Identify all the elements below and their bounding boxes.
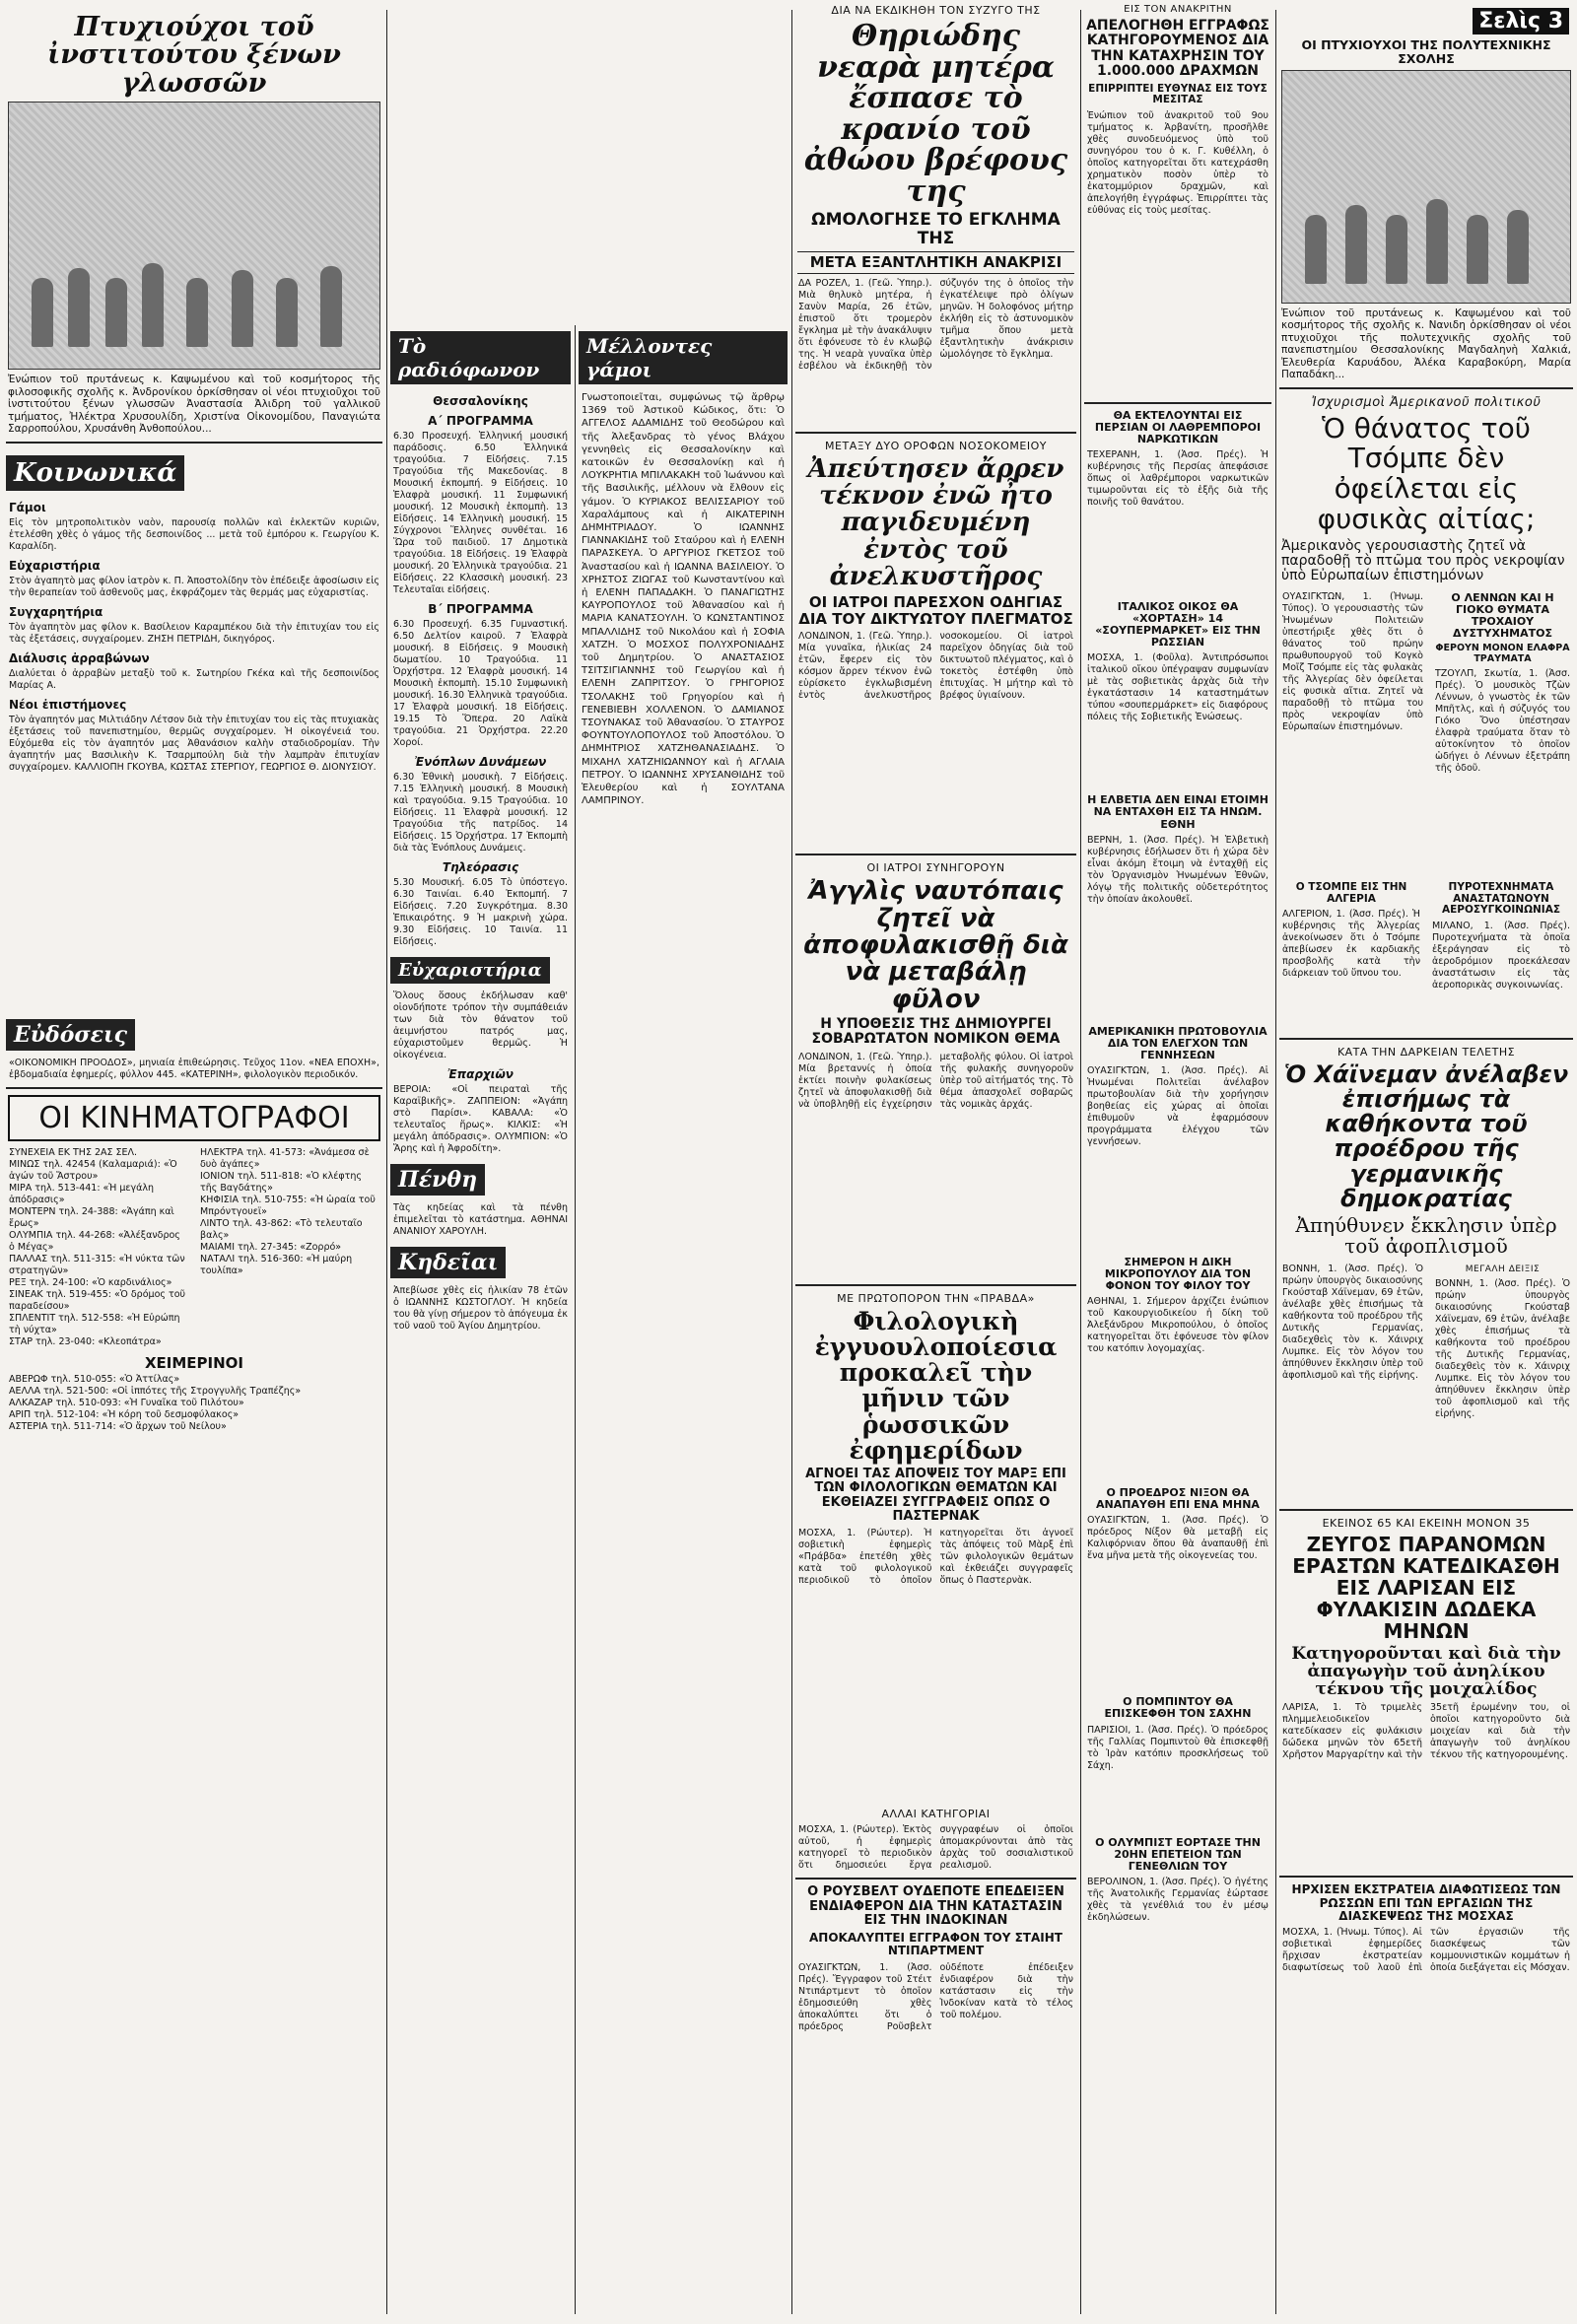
cinema-entry: ΟΛΥΜΠΙΑ τηλ. 44-268: «Ἀλέξανδρος ὁ Μέγας» xyxy=(9,1229,180,1253)
kicker-lennon: Ο ΛΕΝΝΩΝ ΚΑΙ Η ΓΙΟΚΟ ΘΥΜΑΤΑ ΤΡΟΧΑΙΟΥ ΔΥΣΤΥΧΗΜΑΤΟΣ xyxy=(1451,590,1554,641)
body-roosevelt: ΟΥΑΣΙΓΚΤΩΝ, 1. (Ἀσσ. Πρές). Ἔγγραφον τοῦ Στέιτ Ντιπάρτμεντ τὸ ὁποῖον ἐδημοσιεύθη χθὲς ἀποκαλύπτει ὅτι ὁ πρόεδρος Ροῦσβελτ οὐδέποτε ἐπέδειξεν ἐνδιαφέρον διὰ τὴν κατάστασιν εἰς τὴν Ἰνδοκίναν κατὰ τὸ τέλος τοῦ πολέμου. xyxy=(798,1961,1073,2032)
enoplon-title: Ἐνόπλων Δυνάμεων xyxy=(414,755,547,769)
kicker-ulbricht: Ο ΟΛΥΜΠΙΣΤ ΕΟΡΤΑΣΕ ΤΗΝ 20ΗΝ ΕΠΕΤΕΙΟΝ ΤΩΝ ΓΕΝΕΘΛΙΩΝ ΤΟΥ xyxy=(1095,1835,1261,1873)
body-persia: ΤΕΧΕΡΑΝΗ, 1. (Ἀσσ. Πρές). Ἡ κυβέρνησις τῆς Περσίας ἀπεφάσισε ὅπως οἱ λαθρέμποροι ναρκωτικῶν τιμωροῦνται εἰς τὸ ἑξῆς διὰ τῆς ποινῆς τοῦ θανάτου. xyxy=(1087,448,1268,508)
body-sailor: ΛΟΝΔΙΝΟΝ, 1. (Γεῶ. Ὑπηρ.). Μία βρεταννίς ἡ ὁποία ἐκτίει ποινὴν φυλακίσεως ζητεῖ νὰ ἀποφυλακισθῇ διὰ νὰ ὑποβληθῇ εἰς ἐγχείρησιν μεταβολῆς φύλου. Οἱ ἰατροὶ τῆς φυλακῆς συνηγοροῦν ὑπὲρ τοῦ αἰτήματός της. Τὸ θέμα ἀπασχολεῖ σοβαρῶς τὰς νομικὰς ἀρχάς. xyxy=(798,1051,1073,1110)
headline-heinemann: Ὁ Χάϊνεμαν ἀνέλαβεν ἐπισήμως τὰ καθήκοντα τοῦ προέδρου τῆς γερμανικῆς δημοκρατίας xyxy=(1283,1059,1569,1212)
cinema-entry: ΣΙΝΕΑΚ τηλ. 519-455: «Ὁ δρόμος τοῦ παραδείσου» xyxy=(9,1288,186,1312)
sub-mother-2: ΜΕΤΑ ΕΞΑΝΤΛΗΤΙΚΗ ΑΝΑΚΡΙΣΙ xyxy=(797,251,1074,274)
cinema-entry: ΙΟΝΙΟΝ τηλ. 511-818: «Ὁ κλέφτης τῆς Βαγδάτης» xyxy=(200,1170,362,1194)
kicker-heinemann: ΚΑΤΑ ΤΗΝ ΔΑΡΚΕΙΑΝ ΤΕΛΕΤΗΣ xyxy=(1337,1045,1516,1059)
body-fireworks: ΜΙΛΑΝΟ, 1. (Ἀσσ. Πρές). Πυροτεχνήματα τὰ ὁποῖα ἐξεράγησαν εἰς τὸ ἀεροδρόμιον προεκάλεσαν ἀναστάτωσιν εἰς τὰς ἀεροπορικὰς συγκοινωνίας. xyxy=(1432,920,1570,991)
enoplon-text: 6.30 Ἐθνικὴ μουσικὴ. 7 Εἰδήσεις. 7.15 Ἑλληνικὴ μουσική. 8 Μουσικὴ καὶ τραγούδια. 9.15 Τραγούδια. 10 Εἰδήσεις. 11 Ἐλαφρὰ μουσική. 12 Τραγούδια τῆς πατρίδος. 14 Εἰδήσεις. 15 Ὀρχήστρα. 17 Ἐκπομπὴ διὰ τὰς Ἐνόπλους Δυνάμεις. xyxy=(393,772,568,854)
programme-b-text: 6.30 Προσευχή. 6.35 Γυμναστική. 6.50 Δελτίον καιροῦ. 7 Ἐλαφρὰ μουσική. 8 Εἰδήσεις. 9 Μουσικὴ δωματίου. 10 Τραγούδια. 11 Ὀρχήστρα. 12 Ἐλαφρὰ μουσική. 14 Μουσικὴ ἐκπομπὴ. 15.10 Συμφωνικὴ μουσική. 16.30 Ἑλληνικὰ τραγούδια. 17 Ἐλαφρὰ μουσική. 18 Εἰδήσεις. 19.15 Τὸ Ὅπερα. 20 Λαϊκὰ τραγούδια. 21 Ὀρχήστρα. 22.20 Χοροί. xyxy=(393,619,568,748)
efxaristiria2-text: Ὅλους ὅσους ἐκδήλωσαν καθ' οἱονδήποτε τρόπον τὴν συμπάθειάν των διὰ τὸν θάνατον τοῦ ἀειμνήστου πατρός μας, εὐχαριστοῦμεν θερμῶς. Ἡ οἰκογένεια. xyxy=(393,991,568,1060)
cinema-list-left xyxy=(6,1147,191,1348)
headline-elevator: Ἀπεύτησεν ἄρρεν τέκνον ἐνῶ ἦτο παγιδευμένη ἐντὸς τοῦ ἀνελκυστῆρος xyxy=(807,453,1064,592)
kicker-nixon: Ο ΠΡΟΕΔΡΟΣ ΝΙΞΟΝ ΘΑ ΑΝΑΠΑΥΘΗ ΕΠΙ ΕΝΑ ΜΗΝΑ xyxy=(1096,1486,1260,1512)
penthi-text: Τὰς κηδείας καὶ τὰ πένθη ἐπιμελεῖται τὸ κατάστημα. ΑΘΗΝΑΙ ΑΝΑΝΙΟΥ ΧΑΡΟΥΛΗ. xyxy=(393,1202,568,1237)
sub-lovers: Κατηγοροῦνται καὶ διὰ τὴν ἀπαγωγὴν τοῦ ἀνηλίκου τέκνου τῆς μοιχαλίδος xyxy=(1291,1643,1561,1699)
body-embezzlement: Ἐνώπιον τοῦ ἀνακριτοῦ τοῦ 9ου τμήματος κ. Ἀρβανίτη, προσῆλθε χθὲς συνοδευόμενος ὑπὸ τοῦ συνηγόρου του ὁ κ. Γ. Κυθέλλη, ὁ ὁποῖος κατηγορεῖται ὅτι κατεχράσθη χρηματικὸν ποσὸν ὑπὲρ τὸ ἑκατομμύριον δραχμῶν, καὶ ἀπελογήθη ἐγγράφως. Ἐπιρρίπτει τὰς εὐθύνας εἰς τοὺς μεσίτας. xyxy=(1087,109,1268,216)
cinema-entry-winter: ΑΒΕΡΩΦ τηλ. 510-055: «Ὁ Ἀττίλας» xyxy=(9,1373,180,1385)
cinema-entry: ΗΛΕΚΤΡΑ τηλ. 41-573: «Ἀνάμεσα σὲ δυὸ ἀγάπες» xyxy=(200,1146,370,1170)
cinema-entry: ΝΑΤΑΛΙ τηλ. 516-360: «Ἡ μαύρη τουλίπα» xyxy=(200,1253,353,1276)
column-3 xyxy=(579,325,788,2324)
eparxion-text: ΒΕΡΟΙΑ: «Οἱ πειραταὶ τῆς Καραϊβικῆς». ΖΑΠΠΕΙΟΝ: «Ἀγάπη στὸ Παρίσι». ΚΑΒΑΛΑ: «Ὁ τελευταῖος ἥρως». ΚΙΛΚΙΣ: «Ἡ μεγάλη ἀπόδρασις». ΟΛΥΜΠΙΟΝ: «Ὁ Ἄρης καὶ ἡ Ἀφροδίτη». xyxy=(393,1084,568,1154)
body-elevator: ΛΟΝΔΙΝΟΝ, 1. (Γεῶ. Ὑπηρ.). Μία γυναῖκα, ἡλικίας 24 ἐτῶν, ἔφερεν εἰς τὸν κόσμον ἄρρεν τέκνον ἐνῶ εὑρίσκετο ἐγκλωβισμένη ἐντὸς ἀνελκυστῆρος νοσοκομείου. Οἱ ἰατροὶ παρεῖχον ὁδηγίας διὰ τοῦ δικτυωτοῦ πλέγματος, καὶ ὁ τοκετὸς ἐστέφθη ὑπὸ ἐπιτυχίας. Ἡ μήτηρ καὶ τὸ βρέφος ὑγιαίνουν. xyxy=(798,631,1073,702)
cinema-entry-winter: ΑΛΚΑΖΑΡ τηλ. 510-093: «Ἡ Γυναῖκα τοῦ Πιλότου» xyxy=(9,1397,244,1408)
column-5 xyxy=(1084,0,1271,2324)
gamoi-title: Γάμοι xyxy=(9,500,46,514)
cinema-entry: ΜΙΝΩΣ τηλ. 42454 (Καλαμαριά): «Ὁ ἀγών τοῦ Ἄστρου» xyxy=(9,1158,177,1182)
programme-a-title: Α΄ ΠΡΟΓΡΑΜΜΑ xyxy=(428,414,533,428)
sygxaritiria-text: Τὸν ἀγαπητὸν μας φίλον κ. Βασίλειον Καραμπέκου διὰ τὴν ἐπιτυχίαν του εἰς τὰς ἐξετάσεις, συγχαίρομεν. ΖΗΣΗ ΠΕΤΡΙΔΗ, δικηγόρος. xyxy=(9,621,379,645)
sub-heinemann: Ἀπηύθυνεν ἔκκλησιν ὑπὲρ τοῦ ἀφοπλισμοῦ xyxy=(1295,1212,1557,1258)
photo-headline-polytechnic: ΟΙ ΠΤΥΧΙΟΥΧΟΙ ΤΗΣ ΠΟΛΥΤΕΧΝΙΚΗΣ ΣΧΟΛΗΣ xyxy=(1301,37,1551,66)
kicker-lovers: ΕΚΕΙΝΟΣ 65 ΚΑΙ ΕΚΕΙΝΗ ΜΟΝΟΝ 35 xyxy=(1322,1516,1531,1530)
eidoseis-text: «ΟΙΚΟΝΟΜΙΚΗ ΠΡΟΟΔΟΣ», μηνιαία ἐπιθεώρησις. Τεῦχος 11ον. «ΝΕΑ ΕΠΟΧΗ», ἐβδομαδιαία ἐφημερίς, φύλλον 445. «ΚΑΤΕΡΙΝΗ», φιλολογικὸν περιοδικόν. xyxy=(9,1057,379,1080)
cinema-entry-winter: ΑΕΛΛΑ τηλ. 521-500: «Οἱ ἱππότες τῆς Στρογγυλῆς Τραπέζης» xyxy=(9,1385,302,1397)
body-trial: ΑΘΗΝΑΙ, 1. Σήμερον ἀρχίζει ἐνώπιον τοῦ Κακουργιοδικείου ἡ δίκη τοῦ Ἀλεξάνδρου Μικροπούλου, ὁ ὁποῖος κατηγορεῖται ὅτι ἐφόνευσε τὸν φίλον του κατόπιν λογομαχίας. xyxy=(1087,1296,1268,1355)
kicker-algeria: Ο ΤΣΟΜΠΕ ΕΙΣ ΤΗΝ ΑΛΓΕΡΙΑ xyxy=(1295,881,1407,905)
section-title-eidoseis: Εὐδόσεις xyxy=(6,1019,135,1051)
body-heinemann: ΒΟΝΝΗ, 1. (Ἀσσ. Πρές). Ὁ πρώην ὑπουργὸς δικαιοσύνης Γκούσταβ Χάϊνεμαν, 69 ἐτῶν, ἀνέλαβε χθὲς ἐπισήμως τὰ καθήκοντα τοῦ προέδρου τῆς Δυτικῆς Γερμανίας, διαδεχθεὶς τὸν κ. Χάινριχ Λυμπκε. Εἰς τὸν λόγον του ἀπηύθυνεν ἔκκλησιν ὑπὲρ τοῦ ἀφοπλισμοῦ καὶ τῆς εἰρήνης. xyxy=(1282,1263,1423,1381)
cinema-entry: ΜΑΙΑΜΙ τηλ. 27-345: «Ζορρό» xyxy=(200,1241,342,1253)
kicker-pompidou: Ο ΠΟΜΠΙΝΤΟΥ ΘΑ ΕΠΙΣΚΕΦΘΗ ΤΟΝ ΣΑΧΗΝ xyxy=(1104,1695,1252,1721)
winter-cinemas-title: ΧΕΙΜΕΡΙΝΟΙ xyxy=(144,1353,244,1372)
kicker-trial: ΣΗΜΕΡΟΝ Η ΔΙΚΗ ΜΙΚΡΟΠΟΥΛΟΥ ΔΙΑ ΤΟΝ ΦΟΝΟΝ ΤΟΥ ΦΙΛΟΥ ΤΟΥ xyxy=(1104,1255,1252,1293)
eparxion-title: Ἐπαρχιῶν xyxy=(447,1067,514,1081)
headline-embezzlement: ΑΠΕΛΟΓΗΘΗ ΕΓΓΡΑΦΩΣ ΚΑΤΗΓΟΡΟΥΜΕΝΟΣ ΔΙΑ ΤΗΝ ΚΑΤΑΧΡΗΣΙΝ ΤΟΥ 1.000.000 ΔΡΑΧΜΩΝ xyxy=(1086,18,1269,80)
cinema-entry: ΣΤΑΡ τηλ. 23-040: «Κλεοπάτρα» xyxy=(9,1335,162,1347)
kicker-pravda: ΜΕ ΠΡΩΤΟΠΟΡΟΝ ΤΗΝ «ΠΡΑΒΔΑ» xyxy=(837,1291,1035,1305)
efxaristia-title: Εὐχαριστήρια xyxy=(9,558,101,573)
radio-station: Θεσσαλονίκης xyxy=(433,394,528,408)
kicker-persia: ΘΑ ΕΚΤΕΛΟΥΝΤΑΙ ΕΙΣ ΠΕΡΣΙΑΝ ΟΙ ΛΑΘΡΕΜΠΟΡΟΙ ΝΑΡΚΩΤΙΚΩΝ xyxy=(1094,408,1262,445)
kicker-births: ΑΜΕΡΙΚΑΝΙΚΗ ΠΡΩΤΟΒΟΥΛΙΑ ΔΙΑ ΤΟΝ ΕΛΕΓΧΟΝ ΤΩΝ ΓΕΝΝΗΣΕΩΝ xyxy=(1088,1024,1268,1061)
penthi-title: Πένθη xyxy=(390,1164,485,1196)
column-1 xyxy=(6,0,382,2324)
cinema-entry: ΣΠΛΕΝΤΙΤ τηλ. 512-558: «Ἡ Εὐρώπη τὴ νύχτα» xyxy=(9,1312,180,1335)
cinema-entry: ΠΑΛΛΑΣ τηλ. 511-315: «Ἡ νύκτα τῶν στρατηγῶν» xyxy=(9,1253,185,1276)
body-mother: ΔΑ ΡΟΖΕΛ, 1. (Γεῶ. Ὑπηρ.). Μιὰ θηλυκὸ μητέρα, ἡ Σανὺν Μαρία, 26 ἐτῶν, ἐπιστοῦ ὅτι τρομερὸν ἔγκλημα μὲ τὴν ἀνακάλυψιν ὅτι ἐφόνευσε τὸ ἐν κλωβῷ της. Ἡ νεαρὰ γυναῖκα ὑπὲρ ἐσβέλου νὰ ἐκδικηθῇ τὸν σύζυγόν της ὁ ὁποῖος τὴν ἐγκατέλειψε πρὸ ὀλίγων μηνῶν. Ἡ δολοφόνος μήτηρ ἐκλήθη εἰς τὸ ἀστυνομικὸν τμῆμα ὅπου μετὰ ἐξαντλητικὴν ἀνάκρισιν ὡμολόγησε τὸ ἔγκλημα. xyxy=(798,277,1073,372)
body-tshombe: ΟΥΑΣΙΓΚΤΩΝ, 1. (Ἡνωμ. Τύπος). Ὁ γερουσιαστὴς τῶν Ἡνωμένων Πολιτειῶν ὑπεστήριξε χθὲς ὅτι ὁ θάνατος τοῦ πρώην πρωθυπουργοῦ τοῦ Κογκὸ Μοῖζ Τσόμπε εἰς τὰς φυλακὰς τῆς Ἀλγερίας δὲν ὀφείλεται εἰς φυσικὰ αἴτια. Ζητεῖ νὰ παραδοθῇ τὸ πτῶμα του πρὸς νεκροψίαν ὑπὸ Εὐρωπαίων ἐπιστημόνων. xyxy=(1282,590,1423,732)
sub-pravda: ΑΓΝΟΕΙ ΤΑΣ ΑΠΟΨΕΙΣ ΤΟΥ ΜΑΡΞ ΕΠΙ ΤΩΝ ΦΙΛΟΛΟΓΙΚΩΝ ΘΕΜΑΤΩΝ ΚΑΙ ΕΚΘΕΙΑΖΕΙ ΣΥΓΓΡΑΦΕΙΣ ΟΠΩΣ Ο ΠΑΣΤΕΡΝΑΚ xyxy=(805,1467,1066,1525)
programme-a-text: 6.30 Προσευχή. Ἑλληνική μουσική παράδοσις. 6.50 Ἑλληνικά τραγούδια. 7 Εἰδήσεις. 7.15 Τραγούδια τῆς Μακεδονίας. 8 Μουσική ἐκπομπή. 9 Εἰδήσεις. 10 Ἐλαφρὰ μουσική. 11 Συμφωνική μουσική. 12 Μουσικὴ ἐκπομπὴ. 13 Εἰδήσεις. 14 Ἑλληνικὴ μουσική. 15 Σύγχρονοι Ἕλληνες συνθέται. 16 Ὥρα τοῦ παιδιοῦ. 17 Δημοτικὰ τραγούδια. 18 Εἰδήσεις. 19 Ἐλαφρὰ μουσική. 20 Ἑλληνικὰ τραγούδια. 21 Εἰδήσεις. 22 Κλασσικὴ μουσική. 23 Τελευταῖαι εἰδήσεις. xyxy=(393,431,568,595)
headline-pravda: Φιλολογικὴ ἐγγυουλοποίεσια προκαλεῖ τὴν μῆνιν τῶν ῥωσσικῶν ἐφημερίδων xyxy=(814,1306,1058,1465)
cinema-entry: ΜΟΝΤΕΡΝ τηλ. 24-388: «Ἀγάπη καὶ ἔρως» xyxy=(9,1205,174,1229)
body-algeria: ΑΛΓΕΡΙΟΝ, 1. (Ἀσσ. Πρές). Ἡ κυβέρνησις τῆς Ἀλγερίας ἀνεκοίνωσεν ὅτι ὁ Τσόμπε ἀπεβίωσεν ἐκ καρδιακῆς προσβολῆς κατὰ τὴν διάρκειαν τοῦ ὕπνου του. xyxy=(1282,909,1420,980)
gamoi-text: Εἰς τὸν μητροπολιτικὸν ναὸν, παρουσίᾳ πολλῶν καὶ ἐκλεκτῶν κυριῶν, ἐτελέσθη χθὲς ὁ γάμος τῆς δεσποινίδος ... μετὰ τοῦ ἐμπόρου κ. Γεωργίου Κ. Καραλίδη. xyxy=(9,516,379,552)
cinema-entry: ΛΙΝΤΟ τηλ. 43-862: «Τὸ τελευταῖο βαλς» xyxy=(200,1217,363,1241)
body-moscow-conference: ΜΟΣΧΑ, 1. (Ἡνωμ. Τύπος). Αἱ σοβιετικαὶ ἐφημερίδες ἤρχισαν ἐκστρατείαν διαφωτίσεως τοῦ λαοῦ ἐπὶ τῶν ἐργασιῶν τῆς διασκέψεως τῶν κομμουνιστικῶν κομμάτων ἡ ὁποία διεξάγεται εἰς Μόσχαν. xyxy=(1282,1926,1570,1973)
photo-caption-institute: Ἐνώπιον τοῦ πρυτάνεως κ. Καψωμένου καὶ τοῦ κοσμήτορος τῆς φιλοσοφικῆς σχολῆς κ. Ἀνδρονίκου ὁρκίσθησαν οἱ νέοι πτυχιοῦχοι τοῦ ἰνστιτούτου ξένων γλωσσῶν Ἀναστασία Ἀλιδρη τοῦ γαλλικοῦ τμήματος, Ἠλέκτρα Χρυσουλίδη, Χριστίνα Οἰκονομίδου, Παναγιώτα Σαρροπούλου, Χρυσάνθη Ἀνθοπούλου... xyxy=(8,374,380,436)
kicker-switzerland: Η ΕΛΒΕΤΙΑ ΔΕΝ ΕΙΝΑΙ ΕΤΟΙΜΗ ΝΑ ΕΝΤΑΧΘΗ ΕΙΣ ΤΑ ΗΝΩΜ. ΕΘΝΗ xyxy=(1087,793,1268,831)
cinemas-title: ΟΙ ΚΙΝΗΜΑΤΟΓΡΑΦΟΙ xyxy=(8,1095,380,1141)
sub-embezzlement: ΕΠΙΡΡΙΠΤΕΙ ΕΥΘΥΝΑΣ ΕΙΣ ΤΟΥΣ ΜΕΣΙΤΑΣ xyxy=(1088,82,1268,106)
cinema-list-winter xyxy=(6,1374,382,1433)
body-lennon: ΤΖΟΥΛΠ, Σκωτία, 1. (Ἀσσ. Πρές). Ὁ μουσικὸς Τζὼν Λέννων, ὁ γνωστὸς ἐκ τῶν Μπῆτλς, καὶ ἡ σύζυγός του Γιόκο Ὄνο ὑπέστησαν ἐλαφρὰ τραύματα ὅταν τὸ αὐτοκίνητον τὸ ὁποῖον ὡδήγει ὁ Λέννων ἐξετράπη τῆς ὁδοῦ. xyxy=(1435,668,1570,775)
photo-graduates-polytechnic xyxy=(1281,70,1571,304)
kicker-supermarket: ΙΤΑΛΙΚΟΣ ΟΙΚΟΣ ΘΑ «ΧΟΡΤΑΣΗ» 14 «ΣΟΥΠΕΡΜΑΡΚΕΤ» ΕΙΣ ΤΗΝ ΡΩΣΣΙΑΝ xyxy=(1095,599,1261,649)
cinema-entry: ΣΥΝΕΧΕΙΑ ΕΚ ΤΗΣ 2ΑΣ ΣΕΛ. xyxy=(9,1146,138,1158)
sub-sailor: Η ΥΠΟΘΕΣΙΣ ΤΗΣ ΔΗΜΙΟΥΡΓΕΙ ΣΟΒΑΡΩΤΑΤΟΝ ΝΟΜΙΚΟΝ ΘΕΜΑ xyxy=(811,1015,1061,1048)
cinema-listings xyxy=(6,1147,382,1348)
other-charges-title: ΑΛΛΑΙ ΚΑΤΗΓΟΡΙΑΙ xyxy=(881,1808,991,1821)
programme-b-title: Β΄ ΠΡΟΓΡΑΜΜΑ xyxy=(428,602,533,616)
photo-caption-polytechnic: Ἐνώπιον τοῦ πρυτάνεως κ. Καψωμένου καὶ τοῦ κοσμήτορος τῆς σχολῆς κ. Νανιδη ὁρκίσθησαν οἱ νέοι πτυχιοῦχοι τῆς πολυτεχνικῆς σχολῆς τοῦ πανεπιστημίου Θεσσαλονίκης Μαγδαληνὴ Χαλκιά, Ἐλευθερία Καρυάδου, Ἀλέκα Καραβοκύρη, Μαρία Παπαδάκη... xyxy=(1281,307,1571,380)
column-6 xyxy=(1279,0,1573,2324)
photo-headline-institute: Πτυχιούχοι τοῦ ἰνστιτούτου ξένων γλωσσῶν xyxy=(47,12,341,99)
kicker-tshombe: Ἰσχυρισμοὶ Ἀμερικανοῦ πολιτικοῦ xyxy=(1311,394,1542,410)
page-number-badge: Σελὶς 3 xyxy=(1473,8,1569,34)
kideiai-title: Κηδεῖαι xyxy=(390,1247,506,1278)
megali-deixis: ΜΕΓΑΛΗ ΔΕΙΞΙΣ xyxy=(1465,1264,1541,1274)
cinema-entry-winter: ΑΣΤΕΡΙΑ τηλ. 511-714: «Ὁ ἄρχων τοῦ Νείλου» xyxy=(9,1420,227,1432)
headline-lovers: ΖΕΥΓΟΣ ΠΑΡΑΝΟΜΩΝ ΕΡΑΣΤΩΝ ΚΑΤΕΔΙΚΑΣΘΗ ΕΙΣ ΛΑΡΙΣΑΝ ΕΙΣ ΦΥΛΑΚΙΣΙΝ ΔΩΔΕΚΑ ΜΗΝΩΝ xyxy=(1292,1532,1560,1643)
radio-title: Τὸ ραδιόφωνον xyxy=(390,331,571,384)
future-weddings-text: Γνωστοποιεῖται, συμφώνως τῷ ἄρθρῳ 1369 τοῦ Ἀστικοῦ Κώδικος, ὅτι: Ὁ ΑΓΓΕΛΟΣ ΑΔΑΜΙΔΗΣ τοῦ Θεοδώρου καὶ τῆς Ἀλεξανδρας τὸ γένος Βλάχου γεννηθεὶς εἰς Θεσσαλονίκην καὶ κατοικῶν ἐν Θεσσαλονίκῃ καὶ ἡ ΛΟΥΚΡΗΤΙΑ ΜΠΙΛΑΚΑΚΗ τοῦ Ἰωάννου καὶ τῆς Βασιλικῆς, μέλλουν νὰ ἔλθουν εἰς γάμον. Ὁ ΚΥΡΙΑΚΟΣ ΒΕΛΙΣΣΑΡΙΟΥ τοῦ Χαραλάμπους καὶ ἡ ΑΙΚΑΤΕΡΙΝΗ ΔΗΜΗΤΡΙΑΔΟΥ. Ὁ ΙΩΑΝΝΗΣ ΓΙΑΝΝΑΚΙΔΗΣ τοῦ Σταύρου καὶ ἡ ΕΛΕΝΗ ΠΑΡΑΣΚΕΥΑ. Ὁ ΑΡΓΥΡΙΟΣ ΓΚΕΤΣΟΣ τοῦ Ἀναστασίου καὶ ἡ ΙΩΑΝΝΑ ΒΑΣΙΛΕΙΟΥ. Ὁ ΧΡΗΣΤΟΣ ΖΙΩΓΑΣ τοῦ Κωνσταντίνου καὶ ἡ ΕΛΕΝΗ ΠΑΠΑΔΑΚΗ. Ὁ ΠΑΝΑΓΙΩΤΗΣ ΚΑΥΡΟΠΟΥΛΟΣ τοῦ Ἀθανασίου καὶ ἡ ΜΑΡΙΑ ΚΑΝΑΤΣΟΥΛΗ. Ὁ ΚΩΝΣΤΑΝΤΙΝΟΣ ΜΠΑΛΛΙΔΗΣ τοῦ Νικολάου καὶ ἡ ΣΟΦΙΑ ΧΑΤΖΗ. Ὁ ΜΟΣΧΟΣ ΠΟΛΥΧΡΟΝΙΑΔΗΣ τοῦ Δημητρίου. Ὁ ΑΝΑΣΤΑΣΙΟΣ ΤΣΙΤΣΙΓΙΑΝΝΗΣ τοῦ Γεωργίου καὶ ἡ ΕΛΕΝΗ ΖΑΠΡΙΤΣΟΥ. Ὁ ΓΡΗΓΟΡΙΟΣ ΤΣΟΛΑΚΗΣ τοῦ Γρηγορίου καὶ ἡ ΓΕΝΕΒΙΕΒΗ ΧΟΛΛΕΝΟΝ. Ὁ ΔΑΜΙΑΝΟΣ ΤΣΟΥΝΑΚΑΣ τοῦ Ἀθανασίου. Ὁ ΣΤΑΥΡΟΣ ΦΟΥΝΤΟΥΛΟΠΟΥΛΟΣ τοῦ Ἀποστόλου. Ὁ ΔΗΜΗΤΡΙΟΣ ΧΑΤΖΗΘΑΝΑΣΙΑΔΗΣ. Ὁ ΜΙΧΑΗΛ ΧΑΤΖΗΙΩΑΝΝΟΥ καὶ ἡ ΑΓΛΑΙΑ ΠΕΤΡΟΥ. Ὁ ΙΩΑΝΝΗΣ ΧΡΥΣΑΝΘΙΔΗΣ τοῦ Ἐλευθερίου καὶ ἡ ΣΟΥΛΤΑΝΑ ΛΑΜΠΡΙΝΟΥ. xyxy=(582,392,785,807)
kicker-sailor: ΟΙ ΙΑΤΡΟΙ ΣΥΝΗΓΟΡΟΥΝ xyxy=(866,861,1005,875)
body-heinemann-2: ΒΟΝΝΗ, 1. (Ἀσσ. Πρές). Ὁ πρώην ὑπουργὸς δικαιοσύνης Γκούσταβ Χάϊνεμαν, 69 ἐτῶν, ἀνέλαβε χθὲς ἐπισήμως τὰ καθήκοντα τοῦ προέδρου τῆς Δυτικῆς Γερμανίας, διαδεχθεὶς τὸν κ. Χάινριχ Λυμπκε. Εἰς τὸν λόγον του ἀπηύθυνεν ἔκκλησιν ὑπὲρ τοῦ ἀφοπλισμοῦ καὶ τῆς εἰρήνης. xyxy=(1435,1277,1570,1419)
tileorasis-text: 5.30 Μουσική. 6.05 Τὸ ὑπόστεγο. 6.30 Ταινίαι. 6.40 Ἐκπομπή. 7 Εἰδήσεις. 7.20 Συγκρότημα. 8.30 Ἐπικαιρότης. 9 Ἡ μακρινὴ χώρα. 9.30 Εἰδήσεις. 10 Ταινία. 11 Εἰδήσεις. xyxy=(393,877,568,947)
body-nixon: ΟΥΑΣΙΓΚΤΩΝ, 1. (Ἀσσ. Πρές). Ὁ πρόεδρος Νίξον θὰ μεταβῇ εἰς Καλιφόρνιαν ὅπου θὰ ἀναπαυθῇ ἐπὶ ἕνα μῆνα μετὰ τῆς οἰκογενείας του. xyxy=(1087,1515,1268,1562)
body-supermarket: ΜΟΣΧΑ, 1. (Φοῦλα). Ἀντιπρόσωποι ἰταλικοῦ οἴκου ὑπέγραψαν συμφωνίαν μὲ τὰς σοβιετικὰς ἀρχὰς διὰ τὴν ἐγκατάστασιν 14 καταστημάτων τύπου «σουπερμάρκετ» εἰς διαφόρους πόλεις τῆς Σοβιετικῆς Ἑνώσεως. xyxy=(1087,652,1268,723)
body-switzerland: ΒΕΡΝΗ, 1. (Ἀσσ. Πρές). Ἡ Ἑλβετικὴ κυβέρνησις ἐδήλωσεν ὅτι ἡ χώρα δὲν εἶναι ἀκόμη ἕτοιμη νὰ ἐνταχθῇ εἰς τὸν Ὀργανισμὸν Ἡνωμένων Ἐθνῶν, λόγῳ τῆς πολιτικῆς οὐδετερότητος τὴν ὁποίαν ἀκολουθεῖ. xyxy=(1087,834,1268,905)
kicker-embezzlement: ΕΙΣ ΤΟΝ ΑΝΑΚΡΙΤΗΝ xyxy=(1124,4,1232,15)
efxaristia-text: Στὸν ἀγαπητὸ μας φίλον ἰατρὸν κ. Π. Ἀποστολίδην τὸν ἐπέδειξε ἀφοσίωσιν εἰς τὴν θεραπείαν τοῦ ἀσθενοῦς μας, ἐκφράζομεν τὰς θερμάς μας εὐχαριστίας. xyxy=(9,575,379,598)
body-ulbricht: ΒΕΡΟΛΙΝΟΝ, 1. (Ἀσσ. Πρές). Ὁ ἡγέτης τῆς Ἀνατολικῆς Γερμανίας ἑώρτασε χθὲς τὰ γενέθλιά του ἐν μέσῳ ἐκδηλώσεων. xyxy=(1087,1876,1268,1923)
body-pravda: ΜΟΣΧΑ, 1. (Ρώυτερ). Ἡ σοβιετικὴ ἐφημερὶς «Πράβδα» ἐπετέθη χθὲς κατὰ τοῦ φιλολογικοῦ περιοδικοῦ τὸ ὁποῖον κατηγορεῖται ὅτι ἀγνοεῖ τὰς ἀπόψεις τοῦ Μὰρξ ἐπὶ τῶν φιλολογικῶν θεμάτων καὶ ἐκθειάζει συγγραφεῖς ὅπως ὁ Παστερνὰκ. xyxy=(798,1528,1073,1587)
efxaristiria2-title: Εὐχαριστήρια xyxy=(390,957,550,984)
sub-lennon: ΦΕΡΟΥΝ ΜΟΝΟΝ ΕΛΑΦΡΑ ΤΡΑΥΜΑΤΑ xyxy=(1435,643,1570,664)
column-2 xyxy=(390,325,571,2324)
epistimones-text: Τὸν ἀγαπητόν μας Μιλτιάδην Λέτσον διὰ τὴν ἐπιτυχίαν του εἰς τὰς πτυχιακὰς ἐξετάσεις τοῦ πανεπιστημίου, θερμῶς συγχαίρομεν. Ἡ οἰκογένειά του. Εὐχόμεθα εἰς τὸν ἀγαπητόν μας Ἀθανάσιον καλὴν σταδιοδρομίαν. Τὴν ἀγαπητήν μας Βασιλικὴν Κ. Τσαρμπούλη διὰ τὴν λαμπρὰν ἐπιτυχίαν συγχαίρομεν. ΚΑΛΛΙΟΠΗ ΓΚΟΥΒΑ, ΚΩΣΤΑΣ ΣΤΕΡΓΙΟΥ, ΓΕΩΡΓΙΟΣ Θ. ΔΙΟΝΥΣΙΟΥ. xyxy=(9,714,379,773)
arravones-title: Διάλυσις ἀρραβώνων xyxy=(9,650,150,665)
epistimones-title: Νέοι ἐπιστήμονες xyxy=(9,697,127,712)
kideiai-text: Ἀπεβίωσε χθὲς εἰς ἡλικίαν 78 ἐτῶν ὁ ΙΩΑΝΝΗΣ ΚΩΣΤΟΓΛΟΥ. Ἡ κηδεία του θὰ γίνῃ σήμερον τὸ ἀπόγευμα ἐκ τοῦ ναοῦ τοῦ Ἁγίου Δημητρίου. xyxy=(393,1285,568,1332)
body-lovers: ΛΑΡΙΣΑ, 1. Τὸ τριμελὲς πλημμελειοδικεῖον κατεδίκασεν εἰς φυλάκισιν δώδεκα μηνῶν τὸν 65ετῆ Χρῆστον Μαργαρίτην καὶ τὴν 35ετῆ ἐρωμένην του, οἱ ὁποῖοι κατηγοροῦντο διὰ μοιχείαν καὶ διὰ τὴν ἀπαγωγὴν τοῦ ἀνηλίκου τέκνου τῆς κατηγορουμένης. xyxy=(1282,1702,1570,1761)
headline-tshombe: Ὁ θάνατος τοῦ Τσόμπε δὲν ὀφείλεται εἰς φυσικὰς αἰτίας; xyxy=(1317,411,1536,535)
section-title-koinonika: Κοινωνικά xyxy=(6,455,184,491)
future-weddings-title: Μέλλοντες γάμοι xyxy=(579,331,788,384)
body-births: ΟΥΑΣΙΓΚΤΩΝ, 1. (Ἀσσ. Πρές). Αἱ Ἡνωμέναι Πολιτεῖαι ἀνέλαβον πρωτοβουλίαν διὰ τὴν χορήγησιν βοηθείας εἰς χώρας αἱ ὁποῖαι ἐπιθυμοῦν νὰ ἐφαρμόσουν προγράμματα ἐλέγχου τῶν γεννήσεων. xyxy=(1087,1064,1268,1147)
sub-elevator: ΟΙ ΙΑΤΡΟΙ ΠΑΡΕΣΧΟΝ ΟΔΗΓΙΑΣ ΔΙΑ ΤΟΥ ΔΙΚΤΥΩΤΟΥ ΠΛΕΓΜΑΤΟΣ xyxy=(798,593,1073,628)
cinema-list-right xyxy=(197,1147,382,1348)
cinema-entry-winter: ΑΡΙΠ τηλ. 512-104: «Ἡ κόρη τοῦ δεσμοφύλακος» xyxy=(9,1408,240,1420)
other-charges-text: ΜΟΣΧΑ, 1. (Ρώυτερ). Ἐκτὸς αὐτοῦ, ἡ ἐφημερὶς κατηγορεῖ τὸ περιοδικὸν ὅτι δημοσιεύει ἔργα συγγραφέων οἱ ὁποῖοι ἀπομακρύνονται ἀπὸ τὰς ἀρχὰς τοῦ σοσιαλιστικοῦ ρεαλισμοῦ. xyxy=(798,1824,1073,1872)
body-pompidou: ΠΑΡΙΣΙΟΙ, 1. (Ἀσσ. Πρές). Ὁ πρόεδρος τῆς Γαλλίας Πομπιντοὺ θὰ ἐπισκεφθῇ τὸ Ἰρὰν κατόπιν προσκλήσεως τοῦ Σάχη. xyxy=(1087,1724,1268,1771)
kicker-fireworks: ΠΥΡΟΤΕΧΝΗΜΑΤΑ ΑΝΑΣΤΑΤΩΝΟΥΝ ΑΕΡΟΣΥΓΚΟΙΝΩΝΙΑΣ xyxy=(1441,881,1561,917)
headline-sailor: Ἀγγλὶς ναυτόπαις ζητεῖ νὰ ἀποφυλακισθῇ διὰ νὰ μεταβάλῃ φῦλον xyxy=(803,876,1068,1014)
tileorasis-title: Τηλεόρασις xyxy=(442,860,519,874)
sub-tshombe: Ἀμερικανὸς γερουσιαστὴς ζητεῖ νὰ παραδοθῇ τὸ πτῶμα του πρὸς νεκροψίαν ὑπὸ Εὐρωπαίων ἐπιστημόνων xyxy=(1281,537,1565,584)
column-4 xyxy=(795,0,1076,2324)
kicker-moscow-conference: ΗΡΧΙΣΕΝ ΕΚΣΤΡΑΤΕΙΑ ΔΙΑΦΩΤΙΣΕΩΣ ΤΩΝ ΡΩΣΣΩΝ ΕΠΙ ΤΩΝ ΕΡΓΑΣΙΩΝ ΤΗΣ ΔΙΑΣΚΕΨΕΩΣ ΤΗΣ ΜΟΣΧΑΣ xyxy=(1291,1882,1561,1923)
sygxaritiria-title: Συγχαρητήρια xyxy=(9,604,103,619)
kicker-roosevelt: Ο ΡΟΥΣΒΕΛΤ ΟΥΔΕΠΟΤΕ ΕΠΕΔΕΙΞΕΝ ΕΝΔΙΑΦΕΡΟΝ ΔΙΑ ΤΗΝ ΚΑΤΑΣΤΑΣΙΝ ΕΙΣ ΤΗΝ ΙΝΔΟΚΙΝΑΝ xyxy=(807,1884,1064,1928)
sub-roosevelt: ΑΠΟΚΑΛΥΠΤΕΙ ΕΓΓΡΑΦΟΝ ΤΟΥ ΣΤΑΙΗΤ ΝΤΙΠΑΡΤΜΕΝΤ xyxy=(809,1931,1063,1958)
sub-mother: ΩΜΟΛΟΓΗΣΕ ΤΟ ΕΓΚΛΗΜΑ ΤΗΣ xyxy=(811,210,1061,248)
headline-mother: Θηριώδης νεαρὰ μητέρα ἔσπασε τὸ κρανίο τοῦ ἀθώου βρέφους της xyxy=(803,19,1068,209)
cinema-entry: ΡΕΞ τηλ. 24-100: «Ὁ καρδινάλιος» xyxy=(9,1276,172,1288)
photo-graduates-institute xyxy=(8,102,380,370)
arravones-text: Διαλύεται ὁ ἀρραβὼν μεταξὺ τοῦ κ. Σωτηρίου Γκέκα καὶ τῆς δεσποινίδος Μαρίας Α. xyxy=(9,667,379,691)
cinema-entry: ΚΗΦΙΣΙΑ τηλ. 510-755: «Ἡ ὡραία τοῦ Μπρόντγουεϊ» xyxy=(200,1194,376,1217)
kicker-mother: ΔΙΑ ΝΑ ΕΚΔΙΚΗΘΗ ΤΟΝ ΣΥΖΥΓΟ ΤΗΣ xyxy=(831,4,1041,17)
cinema-entry: ΜΙΡΑ τηλ. 513-441: «Ἡ μεγάλη ἀπόδρασις» xyxy=(9,1182,155,1205)
kicker-elevator: ΜΕΤΑΞΥ ΔΥΟ ΟΡΟΦΩΝ ΝΟΣΟΚΟΜΕΙΟΥ xyxy=(825,439,1047,452)
